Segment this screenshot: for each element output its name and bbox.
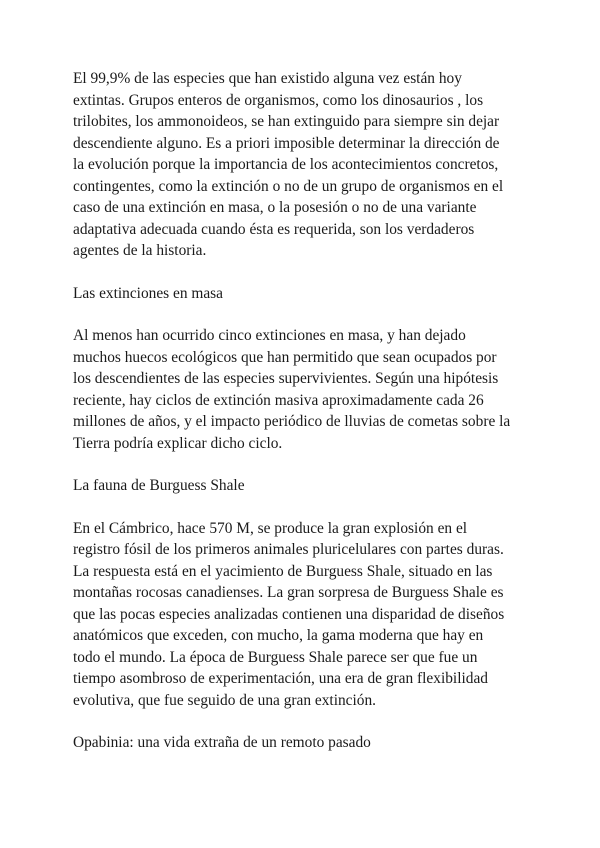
paragraph-burguess-shale: En el Cámbrico, hace 570 M, se produce la gran explosión en el registro fósil de los primeros animales pluricelulares con partes duras. La respuesta está en el yacimiento de Burguess Shale, situado en las montañas rocosas canadienses. La gran sorpresa de Burguess Shale es que las pocas especies analizadas contienen una disparidad de diseños anatómicos que exceden, con mucho, la gama moderna que hay en todo el mundo. La época de Burguess Shale parece ser que fue un tiempo asombroso de experimentación, una era de gran flexibilidad evolutiva, que fue seguido de una gran extinción. (73, 519, 505, 709)
section-heading-burguess-shale: La fauna de Burguess Shale (73, 477, 245, 494)
section-heading-mass-extinctions: Las extinciones en masa (73, 284, 224, 302)
document-body (73, 68, 513, 775)
paragraph-species-extinction: El 99,9% de las especies que han existido alguna vez están hoy extintas. Grupos enteros de organismos, como los dinosaurios , los trilobites, los ammonoideos, se han extinguido para siempre sin dejar descendiente alguno. Es a priori imposible determinar la dirección de la evolución porque la importancia de los acontecimientos concretos, contingentes, como la extinción o no de un grupo de organismos en el caso de una extinción en masa, o la posesión o no de una variante adaptativa adecuada cuando ésta es requerida, son los verdaderos agentes de la historia. (73, 70, 504, 259)
paragraph-mass-extinctions: Al menos han ocurrido cinco extinciones en masa, y han dejado muchos huecos ecológicos que han permitido que sean ocupados por los descendientes de las especies supervivientes. Según una hipótesis reciente, hay ciclos de extinción masiva aproximadamente cada 26 millones de años, y el impacto periódico de lluvias de cometas sobre la Tierra podría explicar dicho ciclo. (73, 327, 511, 452)
section-heading-opabinia: Opabinia: una vida extraña de un remoto pasado (73, 734, 371, 751)
